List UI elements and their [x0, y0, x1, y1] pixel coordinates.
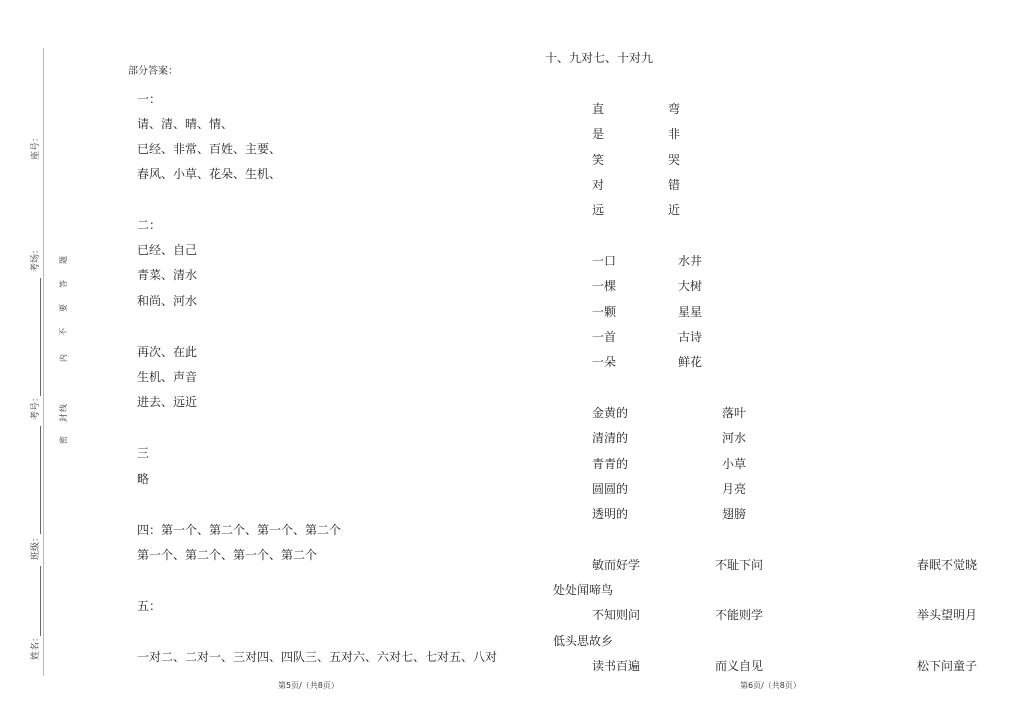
seal-char-2: 答 [59, 280, 68, 288]
section-3-title: 三 [137, 446, 150, 460]
section-1-line: 已经、非常、百姓、主要、 [137, 142, 282, 156]
seal-char-3: 要 [59, 304, 68, 312]
antonym-left: 直 [592, 102, 605, 116]
binding-margin-line [43, 48, 44, 676]
section-5-title: 五： [137, 599, 162, 613]
section-2-line: 青菜、清水 [137, 268, 198, 282]
idiom: 不知则问 [592, 608, 641, 622]
measure-noun: 鲜花 [678, 355, 703, 369]
section-3-text: 略 [137, 472, 150, 486]
section-1-title: 一： [137, 92, 162, 106]
poem-line: 处处闻啼鸟 [553, 583, 614, 597]
antonym-left: 对 [592, 178, 605, 192]
poem-line: 松下问童子 [917, 659, 978, 673]
measure-word: 一颗 [592, 305, 617, 319]
adjective-noun: 落叶 [722, 406, 747, 420]
adjective-noun: 翅膀 [722, 507, 747, 521]
antonym-left: 远 [592, 203, 605, 217]
measure-word: 一口 [592, 254, 617, 268]
exam-room-label: 考场： [31, 244, 41, 272]
adjective: 清清的 [592, 431, 629, 445]
poem-line: 举头望明月 [917, 608, 978, 622]
antonym-right: 哭 [668, 153, 681, 167]
section-2-line: 已经、自己 [137, 243, 198, 257]
class-rule [40, 566, 41, 636]
measure-word: 一朵 [592, 355, 617, 369]
section-2-title: 二： [137, 218, 162, 232]
antonym-right: 弯 [668, 102, 681, 116]
idiom: 不能则学 [715, 608, 764, 622]
section-1-line: 请、清、晴、情、 [137, 117, 234, 131]
idiom: 不耻下问 [715, 558, 764, 572]
antonym-right: 近 [668, 203, 681, 217]
idiom: 读书百遍 [592, 659, 641, 673]
adjective: 青青的 [592, 457, 629, 471]
exam-number-rule [40, 426, 41, 534]
antonym-left: 笑 [592, 153, 605, 167]
measure-word: 一首 [592, 330, 617, 344]
seal-char-7: 封 [59, 414, 68, 422]
antonym-right: 非 [668, 127, 681, 141]
section-2b-line: 进去、远近 [137, 395, 198, 409]
section-1-line: 春风、小草、花朵、生机、 [137, 167, 282, 181]
idiom: 而义自见 [715, 659, 764, 673]
antonym-right: 错 [668, 178, 681, 192]
adjective-noun: 小草 [722, 457, 747, 471]
adjective-noun: 河水 [722, 431, 747, 445]
section-4-line: 第一个、第二个、第一个、第二个 [137, 548, 318, 562]
adjective: 透明的 [592, 507, 629, 521]
class-label: 班级： [31, 532, 41, 560]
adjective-noun: 月亮 [722, 482, 747, 496]
name-label: 姓名： [31, 632, 41, 660]
adjective: 圆圆的 [592, 482, 629, 496]
section-2-line: 和尚、河水 [137, 294, 198, 308]
exam-number-label: 考号： [31, 392, 41, 420]
exam-room-rule [40, 278, 41, 396]
poem-line: 春眠不觉晓 [917, 558, 978, 572]
answers-heading: 部分答案： [128, 66, 178, 77]
idiom: 敏而好学 [592, 558, 641, 572]
measure-noun: 星星 [678, 305, 703, 319]
seat-label: 座号： [31, 132, 41, 160]
measure-noun: 水井 [678, 254, 703, 268]
section-4-line: 四：第一个、第二个、第一个、第二个 [137, 523, 342, 537]
left-page-footer: 第5页/（共8页） [278, 681, 339, 690]
seal-char-8: 密 [59, 436, 68, 444]
seal-char-4: 不 [59, 328, 68, 336]
antonym-left: 是 [592, 127, 605, 141]
adjective: 金黄的 [592, 406, 629, 420]
section-2b-line: 生机、声音 [137, 370, 198, 384]
section-5-text: 一对二、二对一、三对四、四队三、五对六、六对七、七对五、八对 [137, 650, 498, 664]
measure-noun: 大树 [678, 279, 703, 293]
measure-noun: 古诗 [678, 330, 703, 344]
seal-char-6: 线 [59, 404, 68, 412]
measure-word: 一棵 [592, 279, 617, 293]
section-10-line: 十、九对七、十对九 [545, 51, 654, 65]
seal-char-1: 题 [59, 256, 68, 264]
section-2b-line: 再次、在此 [137, 345, 198, 359]
poem-line: 低头思故乡 [553, 634, 614, 648]
right-page-footer: 第6页/（共8页） [740, 681, 801, 690]
seal-char-5: 内 [59, 354, 68, 362]
